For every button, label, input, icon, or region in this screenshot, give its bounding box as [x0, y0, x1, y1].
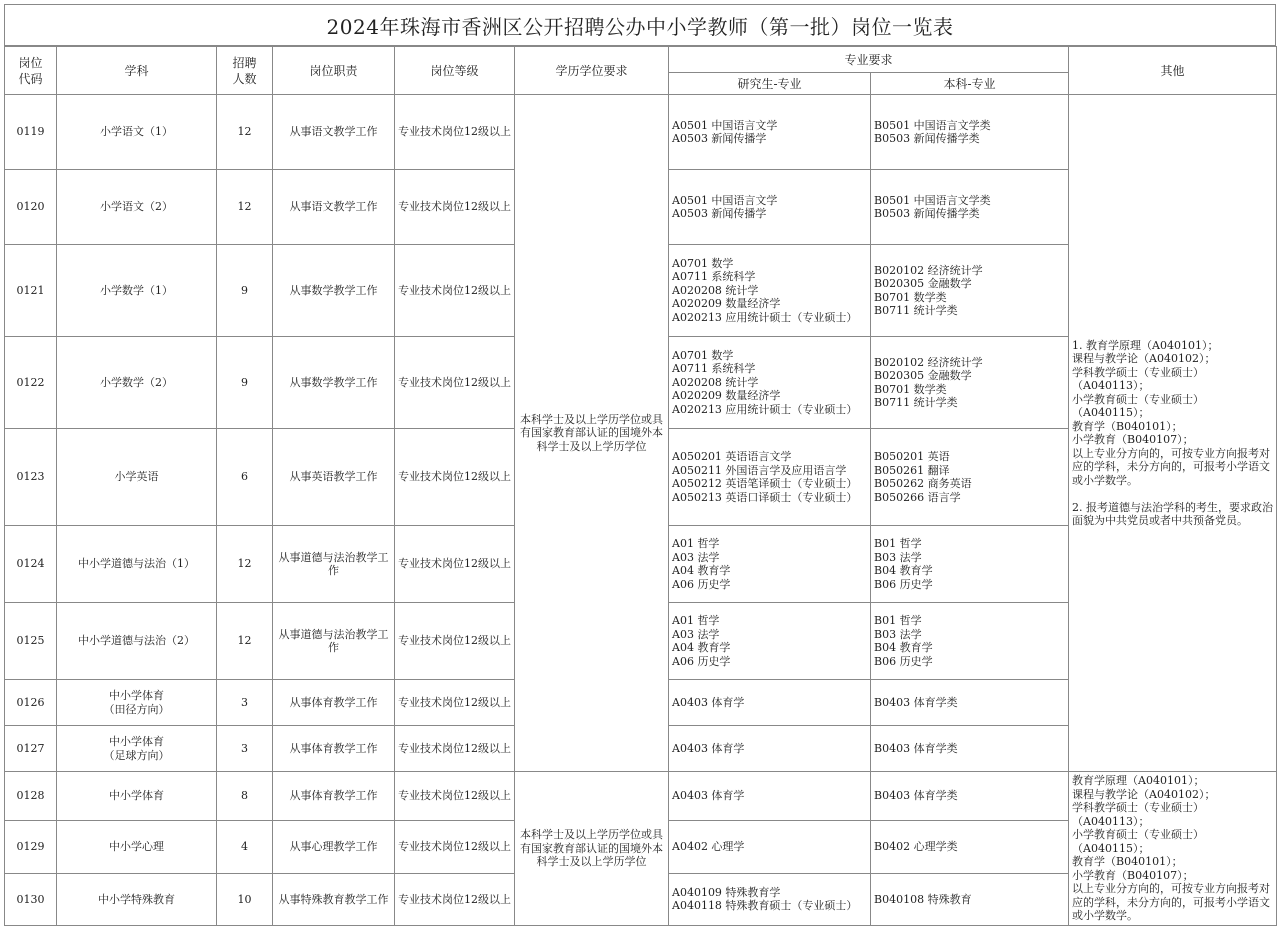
subject-cell: 小学语文（2） [57, 170, 217, 245]
duty-cell: 从事道德与法治教学工作 [273, 526, 395, 603]
hiring-count: 3 [217, 680, 273, 726]
header-degree: 学历学位要求 [515, 47, 669, 95]
grad-major-cell: A0403 体育学 [669, 772, 871, 821]
level-cell: 专业技术岗位12级以上 [395, 95, 515, 170]
page-title: 2024年珠海市香洲区公开招聘公办中小学教师（第一批）岗位一览表 [4, 4, 1276, 46]
position-code: 0119 [5, 95, 57, 170]
subject-cell: 中小学道德与法治（2） [57, 603, 217, 680]
grad-major-cell: A0501 中国语言文学 A0503 新闻传播学 [669, 95, 871, 170]
grad-major-cell: A0403 体育学 [669, 726, 871, 772]
other-notes-group-2: 教育学原理（A040101）； 课程与教学论（A040102）； 学科教学硕士（专业硕士）（A040113）； 小学教育硕士（专业硕士）（A040115）； 教育学（B040101）； 小学教育（B040107）； 以上专业分方向的，可按专业方向报考对应的学科，未分方向的，可报考小学语文或小学数学。 [1069, 772, 1277, 926]
position-code: 0121 [5, 245, 57, 337]
hiring-count: 6 [217, 429, 273, 526]
grad-major-cell: A01 哲学 A03 法学 A04 教育学 A06 历史学 [669, 526, 871, 603]
duty-cell: 从事数学教学工作 [273, 245, 395, 337]
subject-cell: 小学数学（2） [57, 337, 217, 429]
grad-major-cell: A0701 数学 A0711 系统科学 A020208 统计学 A020209 数量经济学 A020213 应用统计硕士（专业硕士） [669, 245, 871, 337]
grad-major-cell: A0501 中国语言文学 A0503 新闻传播学 [669, 170, 871, 245]
hiring-count: 9 [217, 337, 273, 429]
duty-cell: 从事数学教学工作 [273, 337, 395, 429]
undergrad-major-cell: B01 哲学 B03 法学 B04 教育学 B06 历史学 [871, 526, 1069, 603]
duty-cell: 从事体育教学工作 [273, 726, 395, 772]
hiring-count: 3 [217, 726, 273, 772]
subject-cell: 小学数学（1） [57, 245, 217, 337]
undergrad-major-cell: B050201 英语 B050261 翻译 B050262 商务英语 B050266 语言学 [871, 429, 1069, 526]
position-code: 0122 [5, 337, 57, 429]
level-cell: 专业技术岗位12级以上 [395, 726, 515, 772]
undergrad-major-cell: B01 哲学 B03 法学 B04 教育学 B06 历史学 [871, 603, 1069, 680]
level-cell: 专业技术岗位12级以上 [395, 429, 515, 526]
subject-cell: 中小学体育 （足球方向） [57, 726, 217, 772]
undergrad-major-cell: B0403 体育学类 [871, 680, 1069, 726]
grad-major-cell: A0402 心理学 [669, 821, 871, 874]
hiring-count: 8 [217, 772, 273, 821]
position-code: 0125 [5, 603, 57, 680]
subject-cell: 中小学特殊教育 [57, 874, 217, 925]
header-other: 其他 [1069, 47, 1277, 95]
level-cell: 专业技术岗位12级以上 [395, 874, 515, 925]
level-cell: 专业技术岗位12级以上 [395, 245, 515, 337]
hiring-count: 10 [217, 874, 273, 925]
level-cell: 专业技术岗位12级以上 [395, 170, 515, 245]
level-cell: 专业技术岗位12级以上 [395, 603, 515, 680]
duty-cell: 从事道德与法治教学工作 [273, 603, 395, 680]
duty-cell: 从事特殊教育教学工作 [273, 874, 395, 925]
table-row [5, 772, 1277, 821]
hiring-count: 12 [217, 95, 273, 170]
grad-major-cell: A050201 英语语言文学 A050211 外国语言学及应用语言学 A050212 英语笔译硕士（专业硕士） A050213 英语口译硕士（专业硕士） [669, 429, 871, 526]
header-undergrad-major: 本科-专业 [871, 73, 1069, 95]
duty-cell: 从事心理教学工作 [273, 821, 395, 874]
duty-cell: 从事语文教学工作 [273, 170, 395, 245]
header-count: 招聘 人数 [217, 47, 273, 95]
degree-requirement-group-2: 本科学士及以上学历学位或具有国家教育部认证的国境外本科学士及以上学历学位 [515, 772, 669, 926]
level-cell: 专业技术岗位12级以上 [395, 680, 515, 726]
subject-cell: 中小学体育 （田径方向） [57, 680, 217, 726]
duty-cell: 从事体育教学工作 [273, 680, 395, 726]
subject-cell: 小学英语 [57, 429, 217, 526]
header-major: 专业要求 [669, 47, 1069, 73]
undergrad-major-cell: B020102 经济统计学 B020305 金融数学 B0701 数学类 B0711 统计学类 [871, 337, 1069, 429]
undergrad-major-cell: B0402 心理学类 [871, 821, 1069, 874]
position-code: 0130 [5, 874, 57, 925]
level-cell: 专业技术岗位12级以上 [395, 772, 515, 821]
level-cell: 专业技术岗位12级以上 [395, 337, 515, 429]
table-row [5, 95, 1277, 170]
duty-cell: 从事英语教学工作 [273, 429, 395, 526]
subject-cell: 小学语文（1） [57, 95, 217, 170]
position-code: 0129 [5, 821, 57, 874]
undergrad-major-cell: B0501 中国语言文学类 B0503 新闻传播学类 [871, 95, 1069, 170]
subject-cell: 中小学心理 [57, 821, 217, 874]
subject-cell: 中小学道德与法治（1） [57, 526, 217, 603]
degree-requirement-group-1: 本科学士及以上学历学位或具有国家教育部认证的国境外本科学士及以上学历学位 [515, 95, 669, 772]
other-notes-group-1: 1. 教育学原理（A040101）； 课程与教学论（A040102）； 学科教学硕士（专业硕士）（A040113）； 小学教育硕士（专业硕士）（A040115）； 教育学（B040101）； 小学教育（B040107）； 以上专业分方向的，可按专业方向报考对应的学科，未分方向的，可报考小学语文或小学数学。 2. 报考道德与法治学科的考生，要求政治面貌为中共党员或者中共预备党员。 [1069, 95, 1277, 772]
header-subject: 学科 [57, 47, 217, 95]
duty-cell: 从事体育教学工作 [273, 772, 395, 821]
undergrad-major-cell: B0403 体育学类 [871, 726, 1069, 772]
hiring-count: 4 [217, 821, 273, 874]
undergrad-major-cell: B020102 经济统计学 B020305 金融数学 B0701 数学类 B0711 统计学类 [871, 245, 1069, 337]
position-code: 0128 [5, 772, 57, 821]
hiring-count: 12 [217, 603, 273, 680]
grad-major-cell: A040109 特殊教育学 A040118 特殊教育硕士（专业硕士） [669, 874, 871, 925]
header-code: 岗位 代码 [5, 47, 57, 95]
subject-cell: 中小学体育 [57, 772, 217, 821]
grad-major-cell: A0403 体育学 [669, 680, 871, 726]
position-code: 0127 [5, 726, 57, 772]
hiring-count: 12 [217, 170, 273, 245]
header-grad-major: 研究生-专业 [669, 73, 871, 95]
level-cell: 专业技术岗位12级以上 [395, 526, 515, 603]
position-code: 0124 [5, 526, 57, 603]
undergrad-major-cell: B0403 体育学类 [871, 772, 1069, 821]
position-code: 0126 [5, 680, 57, 726]
undergrad-major-cell: B0501 中国语言文学类 B0503 新闻传播学类 [871, 170, 1069, 245]
hiring-count: 12 [217, 526, 273, 603]
position-code: 0123 [5, 429, 57, 526]
duty-cell: 从事语文教学工作 [273, 95, 395, 170]
grad-major-cell: A0701 数学 A0711 系统科学 A020208 统计学 A020209 数量经济学 A020213 应用统计硕士（专业硕士） [669, 337, 871, 429]
positions-table [4, 46, 1277, 926]
position-code: 0120 [5, 170, 57, 245]
header-duty: 岗位职责 [273, 47, 395, 95]
hiring-count: 9 [217, 245, 273, 337]
grad-major-cell: A01 哲学 A03 法学 A04 教育学 A06 历史学 [669, 603, 871, 680]
level-cell: 专业技术岗位12级以上 [395, 821, 515, 874]
header-level: 岗位等级 [395, 47, 515, 95]
undergrad-major-cell: B040108 特殊教育 [871, 874, 1069, 925]
